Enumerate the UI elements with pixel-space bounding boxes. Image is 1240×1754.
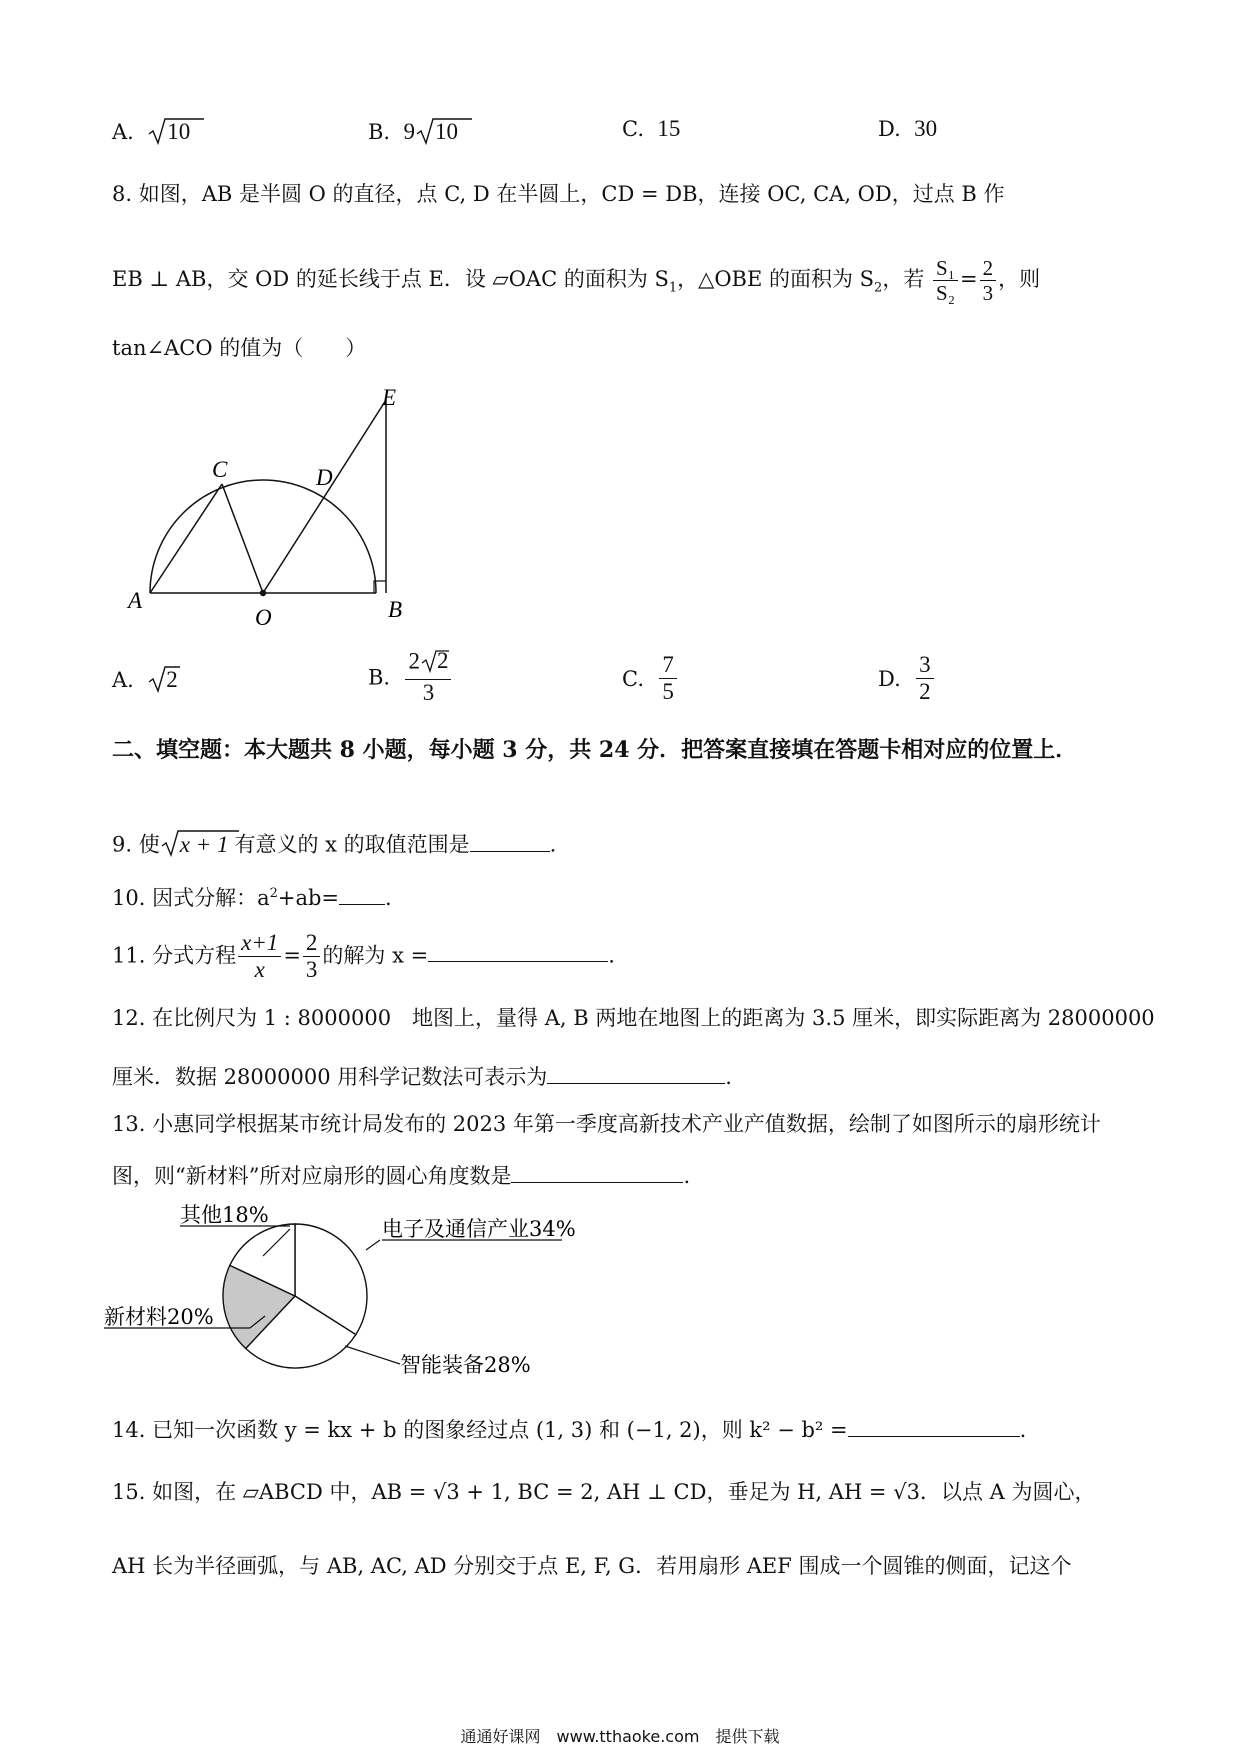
label-c: C xyxy=(212,457,228,482)
coef: 2 xyxy=(408,648,420,674)
option-label: B. xyxy=(368,120,391,144)
q7-option-b xyxy=(368,116,458,151)
fraction-den: S₂ xyxy=(936,281,956,306)
parallelogram-icon: ▱ xyxy=(492,267,509,292)
answer-blank[interactable] xyxy=(470,833,550,852)
text: . xyxy=(683,1164,691,1188)
pie-label-electronics: 电子及通信产业34% xyxy=(382,1217,576,1241)
pie-label-smart-equipment: 智能装备28% xyxy=(400,1353,531,1377)
q8-option-c xyxy=(622,652,679,706)
q9 xyxy=(112,828,556,864)
option-label: B. xyxy=(368,665,391,690)
q8-line1: 8. 如图，AB 是半圆 O 的直径，点 C, D 在半圆上，CD = DB，连接 OC, CA, OD，过点 B 作 xyxy=(112,182,1005,206)
option-label: D. xyxy=(878,666,901,691)
q8-line3: tan∠ACO 的值为（ ） xyxy=(112,336,367,360)
superscript: 2 xyxy=(269,886,278,901)
q12-line1: 12. 在比例尺为 1 : 8000000 地图上，量得 A, B 两地在地图上的距离为 3.5 厘米，即实际距离为 28000000 xyxy=(112,1006,1155,1030)
text: 11. 分式方程 xyxy=(112,943,237,968)
pie-label-other: 其他18% xyxy=(180,1203,269,1227)
fraction-den: x xyxy=(254,957,265,983)
q7-option-c xyxy=(622,116,680,142)
text: . xyxy=(1019,1418,1027,1442)
answer-blank[interactable] xyxy=(428,943,608,962)
text: . xyxy=(385,886,392,910)
fraction-option-b xyxy=(405,648,451,707)
radicand: 2 xyxy=(436,648,449,674)
text: ，则 xyxy=(998,267,1041,292)
fraction-rhs xyxy=(303,930,321,984)
semicircle-arc xyxy=(150,480,376,593)
fraction-den: 2 xyxy=(919,679,931,705)
q15-line2: AH 长为半径画弧，与 AB, AC, AD 分别交于点 E, F, G．若用扇形 AEF 围成一个圆锥的侧面，记这个 xyxy=(112,1554,1072,1578)
fraction-value xyxy=(980,256,997,305)
fraction-num: x+1 xyxy=(238,930,281,957)
fraction-s1-s2 xyxy=(933,256,958,305)
label-e: E xyxy=(382,385,397,410)
fraction-lhs xyxy=(238,930,281,984)
fraction-num xyxy=(405,648,451,680)
answer-blank[interactable] xyxy=(511,1164,683,1183)
q14 xyxy=(112,1418,1026,1443)
fraction-num: S₁ xyxy=(933,256,958,281)
text: 14. 已知一次函数 y = kx + b 的图象经过点 (1, 3) 和 (−1, 2)，则 k² − b² = xyxy=(112,1418,848,1442)
leader-line-smart-equipment xyxy=(345,1346,400,1364)
q10 xyxy=(112,886,392,911)
fraction-den: 3 xyxy=(305,957,318,983)
option-value: 30 xyxy=(914,116,938,141)
text: EB ⊥ AB，交 OD 的延长线于点 E．设 xyxy=(112,267,493,292)
semicircle-figure xyxy=(120,385,440,630)
fraction-num: 2 xyxy=(303,930,321,957)
label-a: A xyxy=(128,588,143,613)
text: 有意义的 x 的取值范围是 xyxy=(234,832,470,857)
option-label: A. xyxy=(112,668,134,692)
leader-line-electronics xyxy=(366,1240,380,1250)
option-label: C. xyxy=(622,666,644,691)
fraction-den: 5 xyxy=(662,679,674,705)
answer-blank[interactable] xyxy=(547,1065,725,1084)
text: . xyxy=(549,832,557,857)
q13-line1: 13. 小惠同学根据某市统计局发布的 2023 年第一季度高新技术产业产值数据，绘制了如图所示的扇形统计 xyxy=(112,1112,1101,1136)
label-b: B xyxy=(388,597,403,622)
q8-option-d xyxy=(878,652,936,706)
text: . xyxy=(725,1065,732,1089)
q8-option-a xyxy=(112,664,178,699)
q11 xyxy=(112,930,615,984)
option-value: 10 xyxy=(434,119,458,144)
pie-label-new-material: 新材料20% xyxy=(104,1305,214,1329)
q8-line2: EB ⊥ AB，交 OD 的延长线于点 E．设 ▱OAC 的面积为 $S_1$，△OBE 的面积为 $S_2$，若 $\frac{\text{S₁}}{\text{S₂}}$ = $\frac{2}{3}$ ，则 xyxy=(112,256,1041,306)
q7-option-a xyxy=(112,116,190,151)
option-label: C. xyxy=(622,117,644,141)
answer-blank[interactable] xyxy=(339,886,385,905)
label-d: D xyxy=(316,465,333,490)
segment-oe xyxy=(263,400,386,593)
fraction-den: 3 xyxy=(422,680,435,706)
fraction-den: 3 xyxy=(982,281,994,306)
section-heading: 二、填空题：本大题共 8 小题，每小题 3 分，共 24 分．把答案直接填在答题卡相对应的位置上． xyxy=(112,737,1078,763)
q12-line2 xyxy=(112,1065,732,1090)
text: 厘米．数据 28000000 用科学记数法可表示为 xyxy=(112,1065,548,1089)
segment-ca xyxy=(150,484,222,593)
fraction-num: 2 xyxy=(980,256,997,281)
fraction-option-c xyxy=(659,652,677,706)
option-value: 10 xyxy=(167,119,191,144)
fraction-num: 7 xyxy=(659,652,677,679)
footer: 通通好课网 www.tthaoke.com 提供下载 xyxy=(460,1727,780,1746)
text: 的解为 x = xyxy=(322,943,429,968)
q15-line1: 15. 如图，在 ▱ABCD 中，AB = √3 + 1, BC = 2, AH ⊥ CD，垂足为 H, AH = √3．以点 A 为圆心， xyxy=(112,1480,1096,1504)
option-coef: 9 xyxy=(403,119,415,144)
text: 图，则“新材料”所对应扇形的圆心角度数是 xyxy=(112,1164,512,1188)
option-label: A. xyxy=(112,120,134,144)
q8-option-b xyxy=(368,648,453,707)
option-value: 2 xyxy=(166,667,178,692)
text: ，△OBE 的面积为 S xyxy=(677,267,875,292)
answer-blank[interactable] xyxy=(848,1418,1020,1437)
q13-line2 xyxy=(112,1164,690,1189)
text: OAC 的面积为 S xyxy=(508,267,669,292)
text: +ab= xyxy=(277,886,340,910)
segment-oc xyxy=(222,484,263,593)
q7-option-d xyxy=(878,116,937,142)
text: . xyxy=(608,943,615,968)
text: ，若 xyxy=(882,267,932,292)
text: 10. 因式分解：a xyxy=(112,886,270,910)
radicand: x + 1 xyxy=(179,831,229,857)
fraction-option-d xyxy=(916,652,934,706)
text: 9. 使 xyxy=(112,832,160,857)
option-label: D. xyxy=(878,117,901,141)
option-value: 15 xyxy=(657,116,681,141)
text: = xyxy=(283,943,301,968)
center-point xyxy=(260,590,266,596)
pie-chart xyxy=(100,1196,660,1396)
label-o: O xyxy=(255,605,272,630)
fraction-num: 3 xyxy=(916,652,934,679)
